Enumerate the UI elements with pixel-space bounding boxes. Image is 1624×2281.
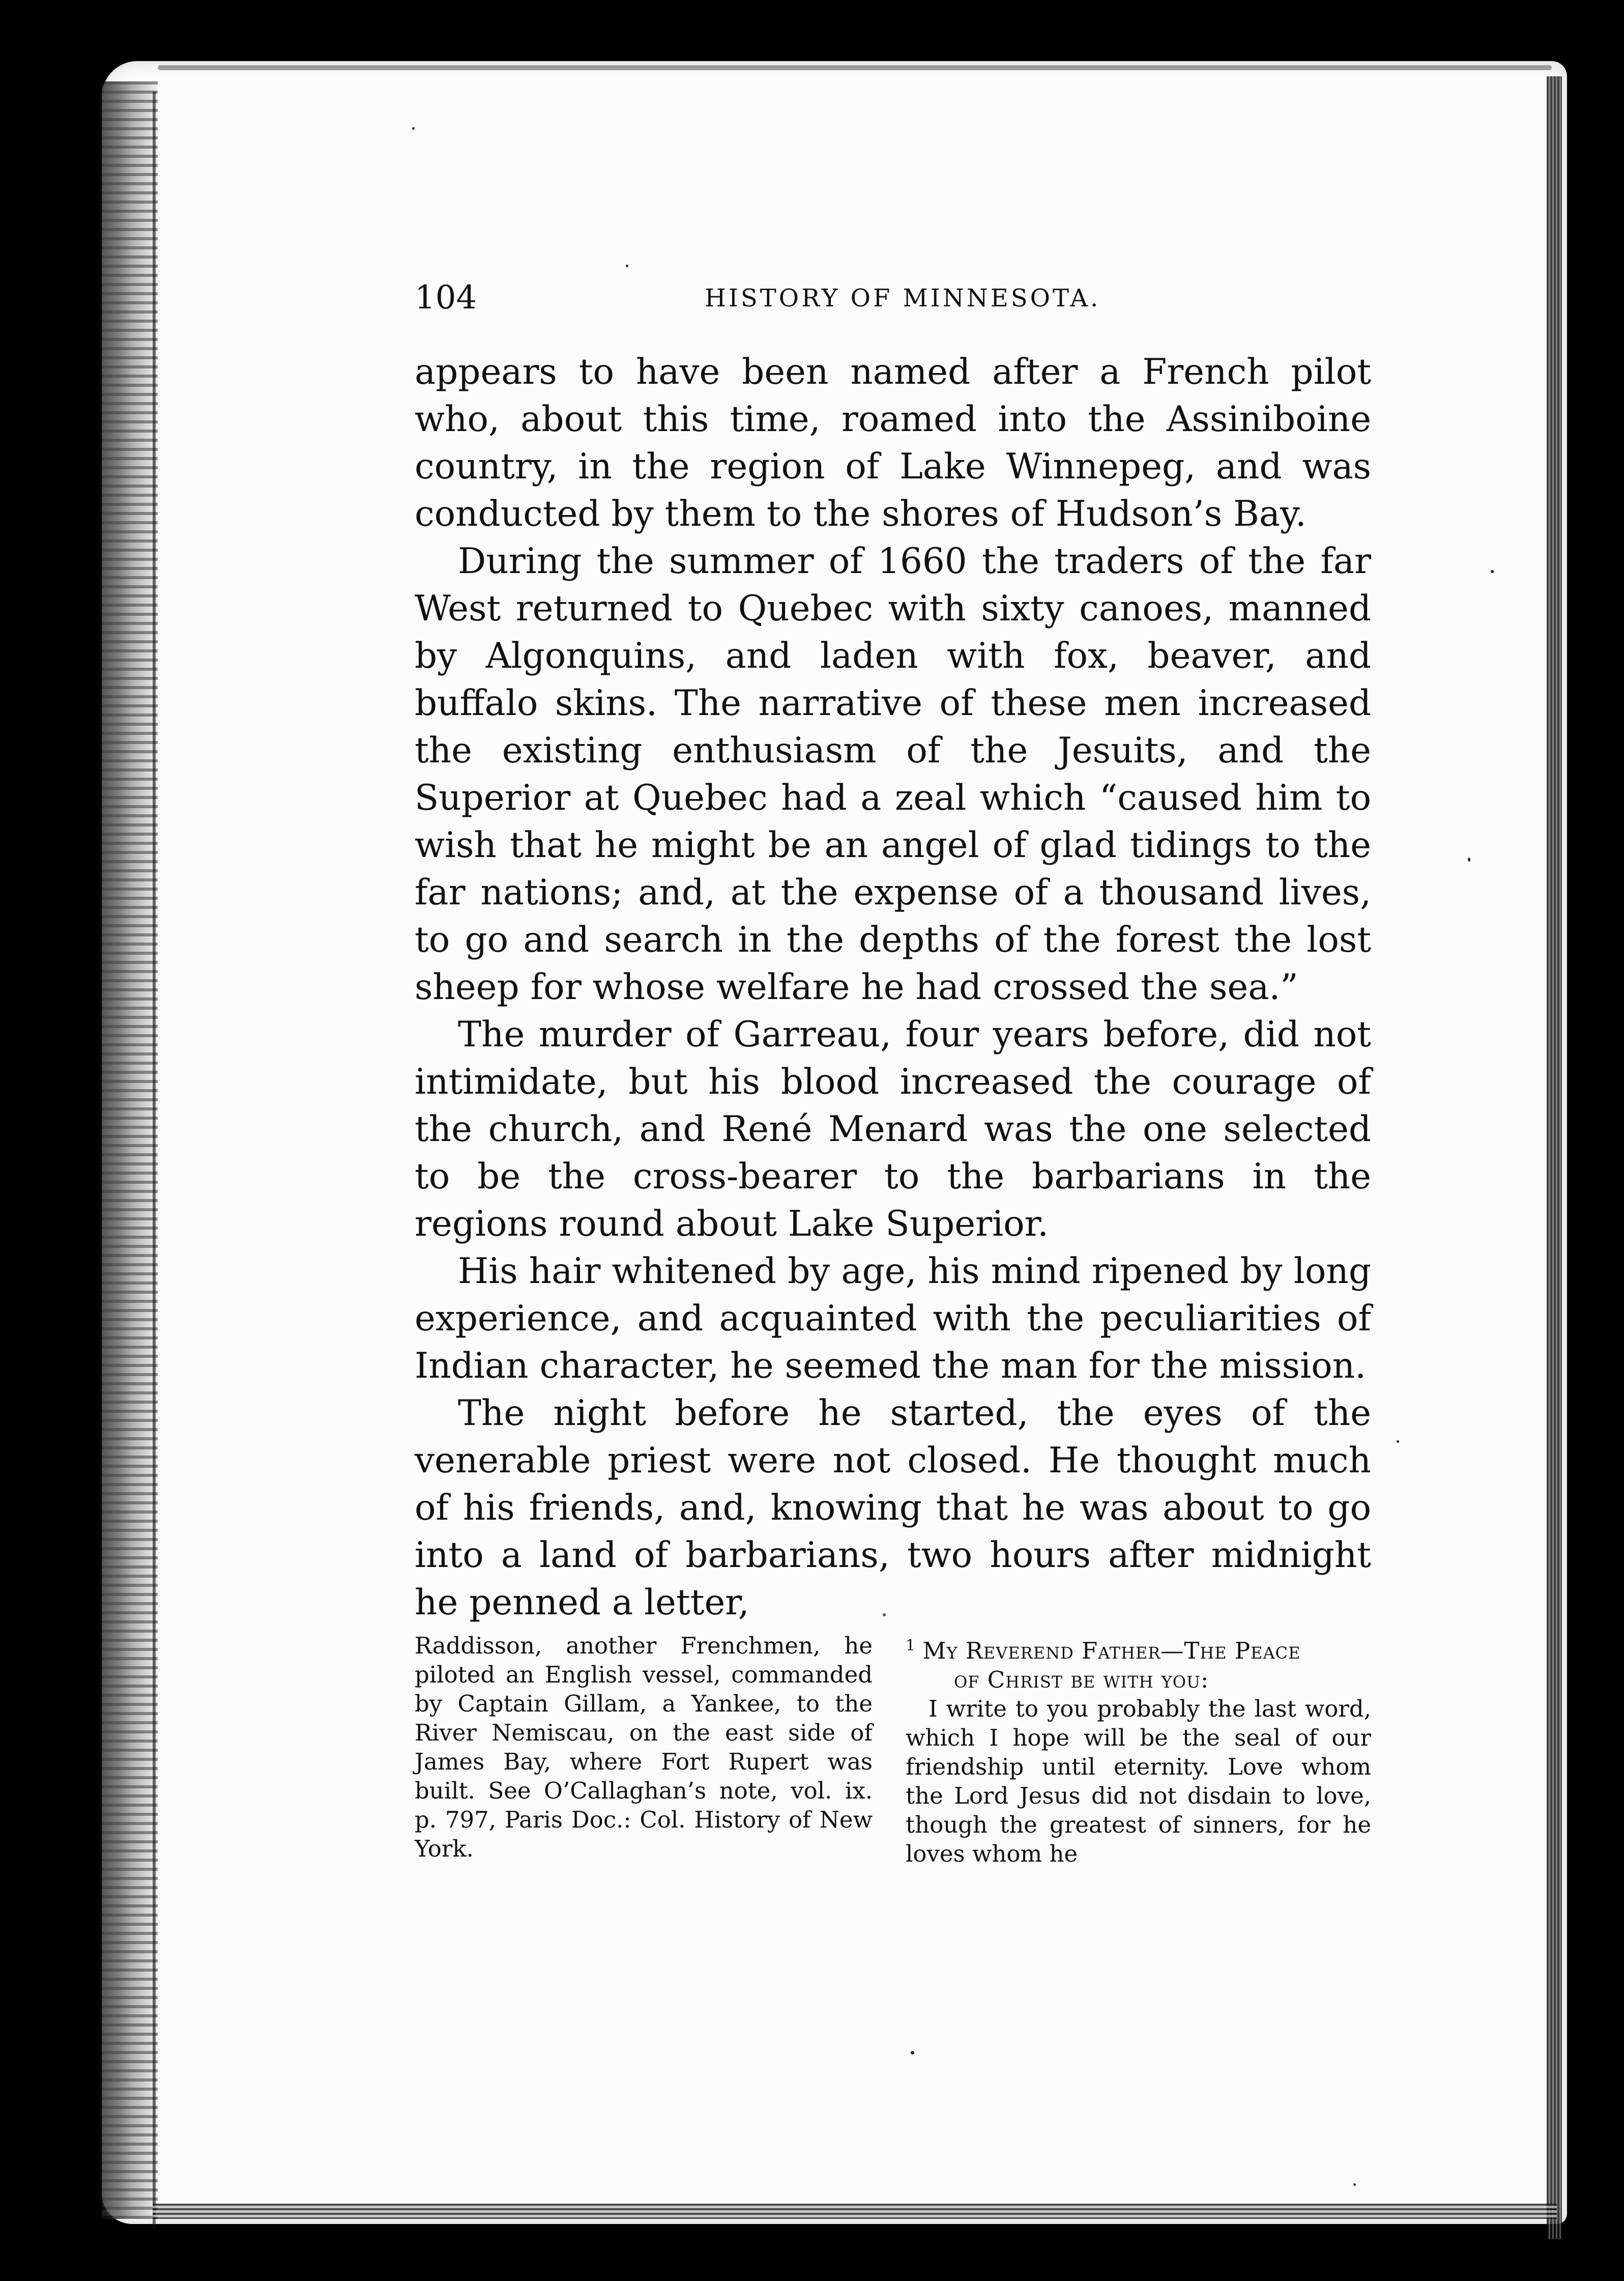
running-title: HISTORY OF MINNESOTA. <box>705 284 1101 312</box>
right-scan-border <box>1588 31 1624 2280</box>
speck <box>412 127 415 130</box>
speck <box>911 2051 914 2055</box>
binding-gutter <box>102 81 158 2219</box>
footnote-salutation <box>906 1631 1371 1665</box>
paragraph: appears to have been named after a French pilot who, about this time, roamed into the Assiniboine country, in the region of Lake Winnepeg, and was conducted by them to the shores of Hudson’s Bay. <box>415 352 1371 534</box>
salutation-line-1: My Reverend Father—The Peace <box>922 1637 1301 1664</box>
page-number: 104 <box>415 279 477 317</box>
footnote-right-column <box>906 1631 1371 1868</box>
speck <box>1353 2183 1356 2186</box>
top-page-edge <box>158 65 1552 70</box>
right-page-edges <box>1547 76 1562 2239</box>
body-text <box>415 349 1371 1627</box>
footnote-text: Raddisson, another Frenchmen, he piloted an English vessel, commanded by Captain Gillam, a Yankee, to the River Nemiscau, on the east side of James Bay, where Fort Rupert was built. See O’Callaghan’s note, vol. ix. p. 797, Paris Doc.: Col. History of New York. <box>415 1632 873 1862</box>
footnote-salutation-2 <box>906 1665 1371 1694</box>
salutation-line-2: of Christ be with you: <box>954 1666 1209 1693</box>
gutter-line <box>153 92 156 2229</box>
bottom-page-edges <box>153 2204 1557 2219</box>
paragraph: The murder of Garreau, four years before, did not intimidate, but his blood increased the courage of the church, and René Menard was the one selected to be the cross-bearer to the barbarians in the regions round about Lake Superior. <box>415 1014 1371 1244</box>
footnote-left-column <box>415 1631 873 1863</box>
footnote-marker: 1 <box>906 1637 916 1655</box>
paragraph: The night before he started, the eyes of the venerable priest were not closed. He thought much of his friends, and, knowing that he was about to go into a land of barbarians, two hours after midnight he penned a letter, <box>415 1393 1371 1623</box>
speck <box>626 265 628 267</box>
speck <box>1397 1440 1399 1443</box>
speck <box>1491 570 1494 573</box>
paragraph: During the summer of 1660 the traders of the far West returned to Quebec with sixty canoes, manned by Algonquins, and laden with fox, beaver, and buffalo skins. The narrative of these men increased the existing enthusiasm of the Jesuits, and the Superior at Quebec had a zeal which “caused him to wish that he might be an angel of glad tidings to the far nations; and, at the expense of a thousand lives, to go and search in the depths of the forest the lost sheep for whose welfare he had crossed the sea.” <box>415 541 1371 1008</box>
speck <box>1468 858 1470 862</box>
paragraph: His hair whitened by age, his mind ripened by long experience, and acquainted with the peculiarities of Indian character, he seemed the man for the mission. <box>415 1251 1371 1386</box>
footnote-separator <box>883 1613 886 1616</box>
footnote-letter: I write to you probably the last word, which I hope will be the seal of our friendship until eternity. Love whom the Lord Jesus did not disdain to love, though the greatest of sinners, for he loves whom he <box>906 1695 1371 1867</box>
running-header <box>415 277 1371 318</box>
